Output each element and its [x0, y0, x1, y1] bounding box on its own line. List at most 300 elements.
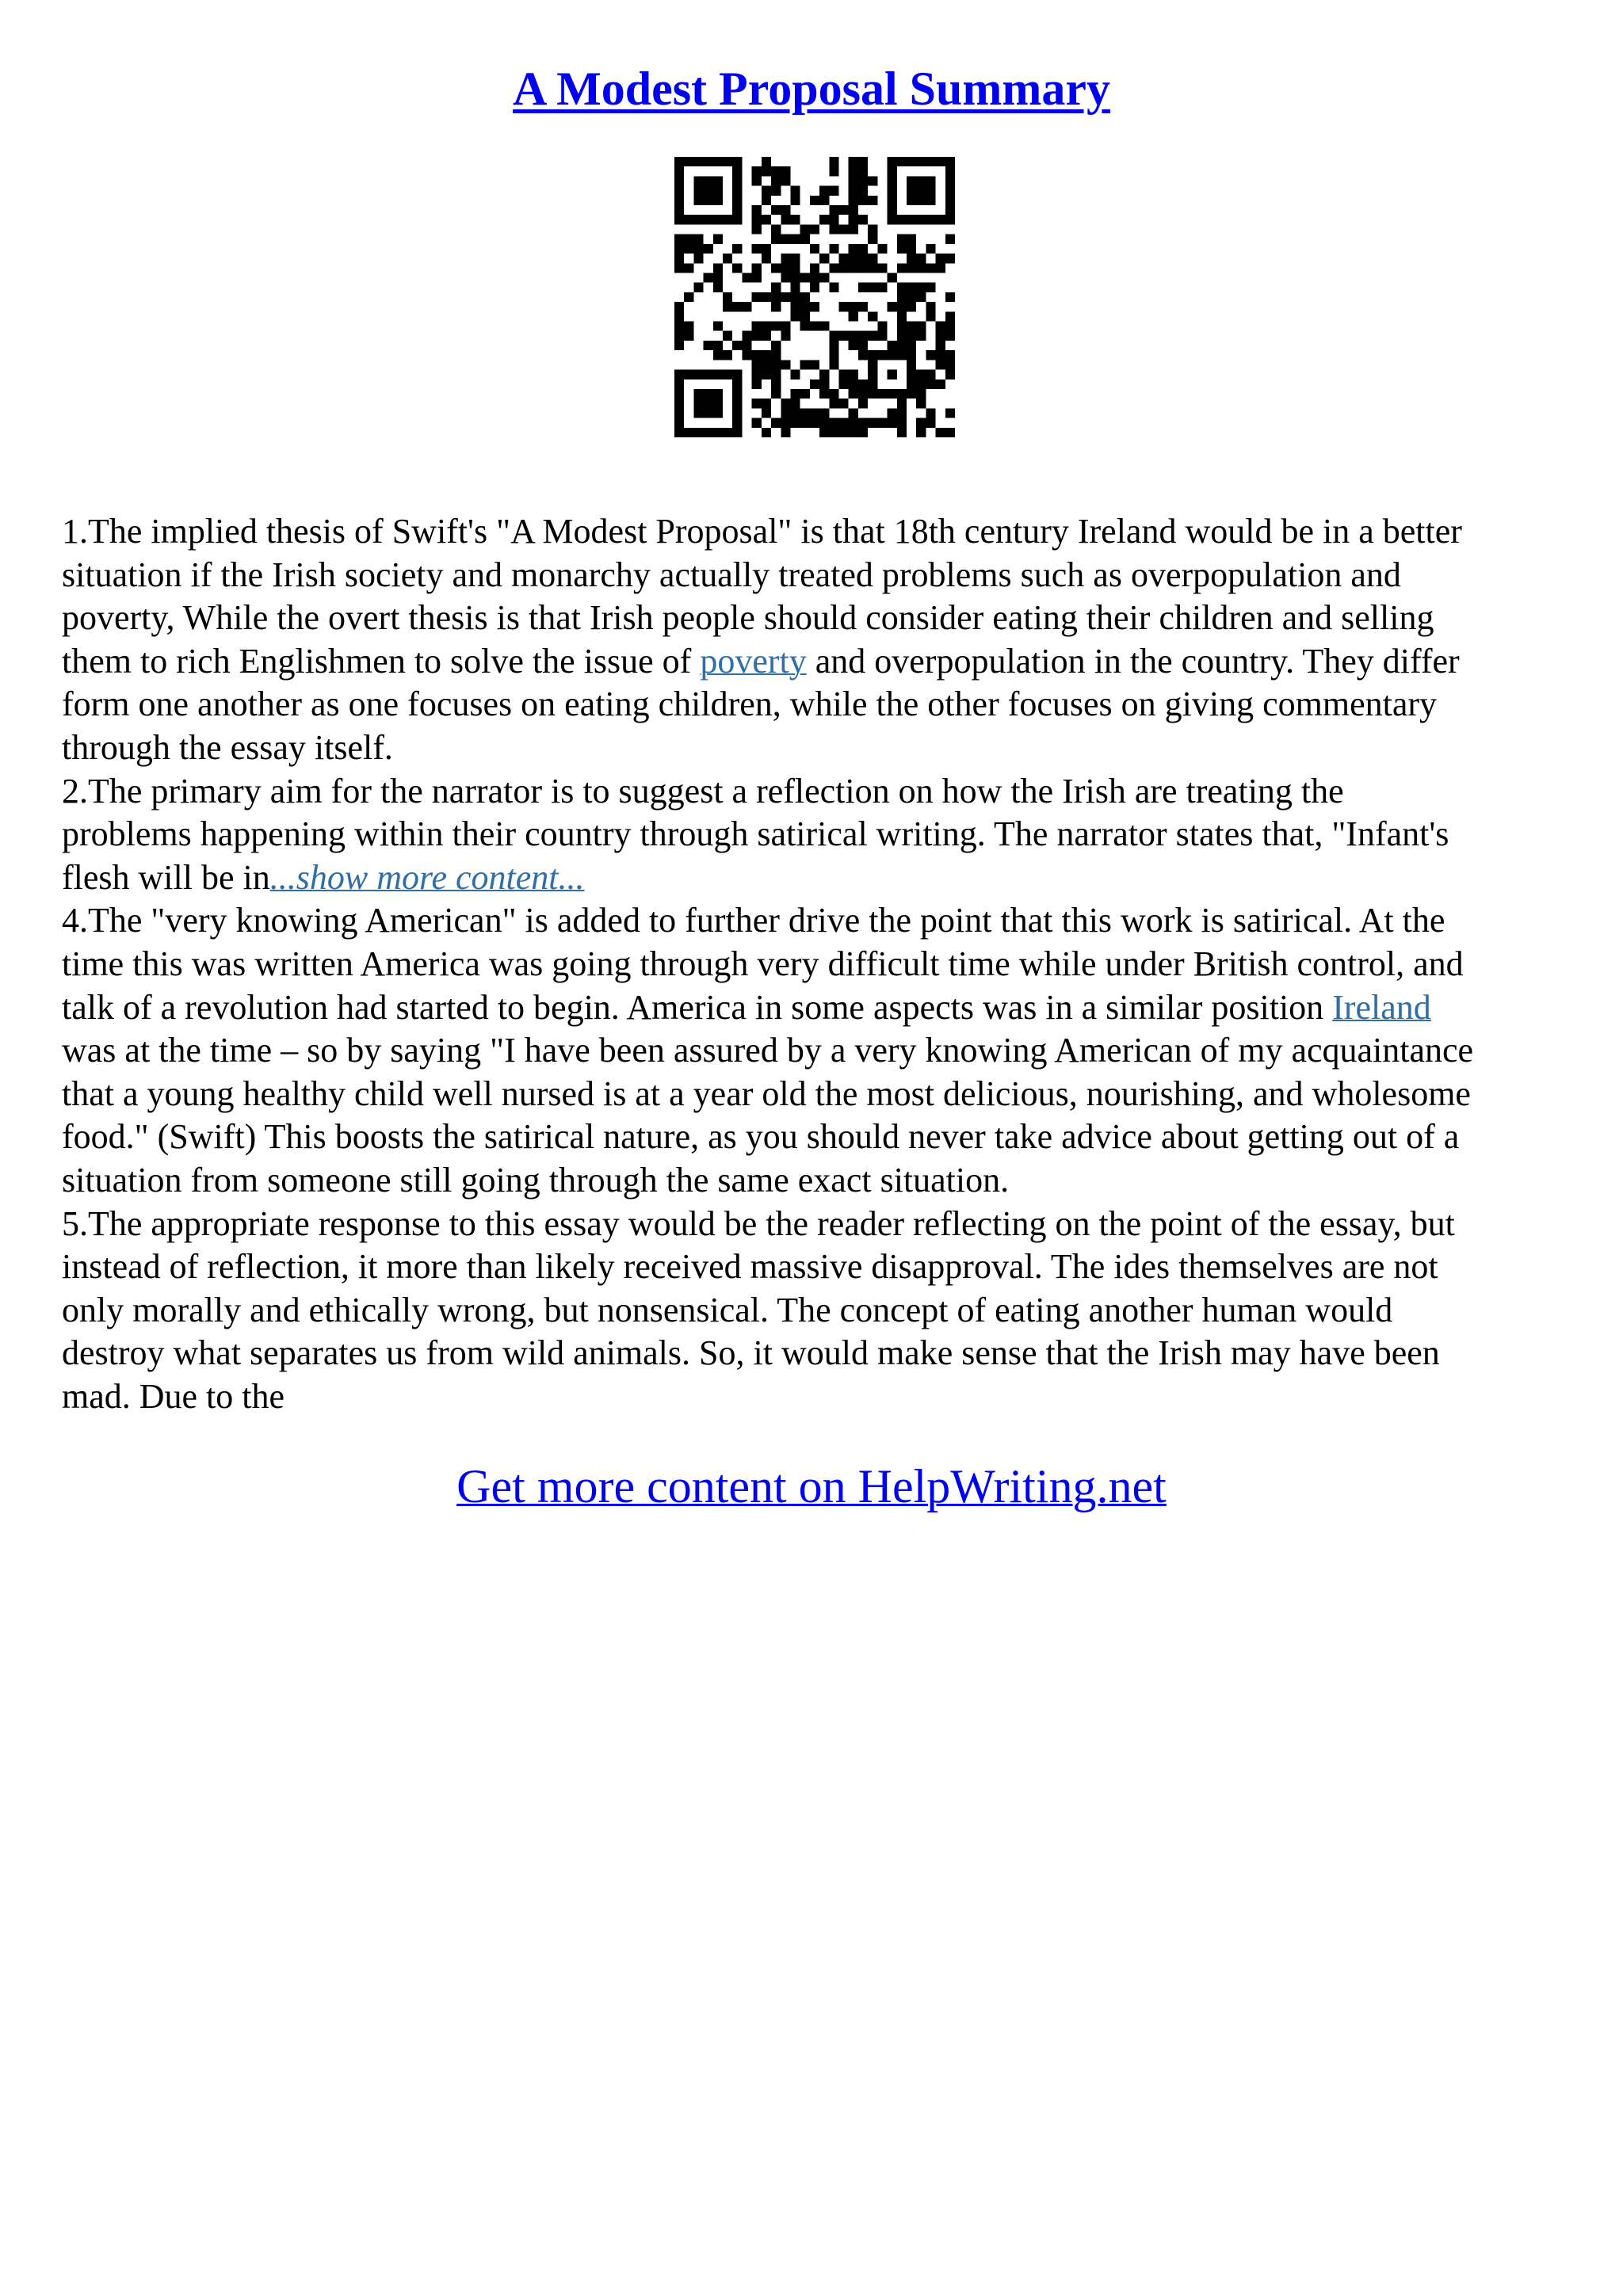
qr-module: [849, 341, 858, 350]
qr-module: [693, 254, 703, 263]
text-segment: talk of a revolution had started to begin. America in some aspects was in a similar position: [62, 987, 1333, 1027]
qr-module: [693, 244, 703, 254]
qr-module: [781, 360, 790, 369]
qr-module: [926, 283, 935, 292]
qr-module: [762, 428, 771, 437]
qr-module: [762, 215, 771, 224]
qr-module: [762, 331, 771, 341]
qr-module: [936, 263, 945, 273]
text-segment: situation if the Irish society and monarchy actually treated problems such as overpopulation and: [62, 555, 1401, 594]
qr-module: [810, 408, 819, 418]
qr-module: [693, 235, 703, 244]
text-line: [62, 554, 1473, 597]
qr-module: [790, 273, 800, 282]
qr-module: [858, 399, 868, 408]
qr-module: [704, 244, 713, 254]
qr-module: [800, 408, 810, 418]
qr-module: [916, 283, 926, 292]
inline-link[interactable]: poverty: [700, 641, 807, 681]
text-segment: only morally and ethically wrong, but nonsensical. The concept of eating another human would: [62, 1290, 1393, 1329]
qr-module: [781, 292, 790, 302]
qr-module: [858, 263, 868, 273]
qr-module: [858, 166, 868, 176]
qr-module: [936, 360, 945, 369]
qr-module: [839, 263, 849, 273]
qr-module: [926, 418, 935, 428]
qr-module: [829, 399, 838, 408]
text-line: [62, 1159, 1473, 1203]
qr-module: [800, 322, 810, 331]
qr-module: [781, 273, 790, 282]
qr-module: [936, 322, 945, 331]
qr-module: [936, 254, 945, 263]
qr-module: [868, 418, 877, 428]
qr-module: [877, 263, 887, 273]
qr-module: [858, 350, 868, 360]
qr-module: [704, 341, 713, 350]
qr-module: [916, 370, 926, 379]
qr-module: [742, 350, 751, 360]
qr-module: [829, 283, 838, 292]
qr-module: [742, 273, 751, 282]
qr-module: [926, 350, 935, 360]
qr-module: [945, 311, 955, 321]
qr-module: [819, 389, 829, 399]
qr-module: [849, 428, 858, 437]
text-line: [62, 727, 1473, 770]
qr-module: [849, 176, 858, 185]
qr-module: [877, 283, 887, 292]
show-more-content-link[interactable]: ...show more content...: [269, 857, 585, 897]
qr-module: [936, 341, 945, 350]
qr-module: [916, 379, 926, 389]
page-title: [0, 57, 1623, 120]
text-line: [62, 899, 1473, 943]
qr-module: [829, 166, 838, 176]
qr-module: [868, 176, 877, 185]
text-line: [62, 986, 1473, 1030]
qr-module: [752, 322, 762, 331]
qr-module: [762, 292, 771, 302]
qr-module: [732, 244, 742, 254]
footer: [0, 1456, 1623, 1516]
qr-module: [762, 408, 771, 418]
qr-module: [790, 302, 800, 311]
text-segment: was at the time – so by saying "I have been assured by a very knowing American of my acquaintance: [62, 1031, 1474, 1070]
qr-module: [868, 254, 877, 263]
qr-module: [674, 322, 684, 331]
qr-module: [800, 292, 810, 302]
qr-module: [858, 331, 868, 341]
text-line: [62, 856, 1473, 900]
qr-module: [888, 273, 897, 282]
qr-module: [839, 370, 849, 379]
qr-module: [907, 331, 916, 341]
text-segment: poverty, While the overt thesis is that Irish people should consider eating their children and selling: [62, 598, 1434, 638]
qr-module: [752, 370, 762, 379]
qr-module: [907, 235, 916, 244]
qr-module: [849, 379, 858, 389]
qr-module: [897, 292, 907, 302]
qr-module: [916, 292, 926, 302]
qr-module: [926, 370, 935, 379]
qr-module: [839, 302, 849, 311]
qr-module: [800, 389, 810, 399]
qr-module: [819, 418, 829, 428]
qr-module: [781, 408, 790, 418]
qr-module: [897, 408, 907, 418]
qr-module: [771, 235, 781, 244]
get-more-content-link[interactable]: Get more content on HelpWriting.net: [456, 1460, 1167, 1512]
qr-module: [849, 244, 858, 254]
qr-module: [781, 399, 790, 408]
qr-module: [829, 331, 838, 341]
qr-module: [684, 331, 693, 341]
qr-module: [771, 186, 781, 196]
qr-module: [849, 166, 858, 176]
qr-module: [752, 331, 762, 341]
qr-module: [897, 322, 907, 331]
text-segment: food." (Swift) This boosts the satirical nature, as you should never take advice about getting out of a: [62, 1117, 1460, 1157]
qr-module: [926, 379, 935, 389]
qr-module: [936, 350, 945, 360]
qr-module: [781, 254, 790, 263]
qr-module: [888, 418, 897, 428]
qr-module: [771, 389, 781, 399]
qr-module: [790, 311, 800, 321]
text-segment: instead of reflection, it more than likely received massive disapproval. The ides themselves are not: [62, 1247, 1438, 1287]
text-segment: problems happening within their country through satirical writing. The narrator states that, "Infant's: [62, 814, 1449, 854]
text-segment: through the essay itself.: [62, 727, 393, 767]
qr-module: [674, 341, 684, 350]
text-line: [62, 943, 1473, 986]
qr-module: [819, 254, 829, 263]
qr-module: [829, 263, 838, 273]
qr-module: [752, 166, 762, 176]
qr-module: [781, 215, 790, 224]
qr-module: [810, 360, 819, 369]
qr-module: [771, 176, 781, 185]
qr-module: [897, 418, 907, 428]
text-line: [62, 683, 1473, 727]
qr-module: [858, 176, 868, 185]
qr-module: [819, 408, 829, 418]
qr-module: [704, 273, 713, 282]
qr-module: [819, 370, 829, 379]
qr-module: [858, 244, 868, 254]
qr-module: [858, 389, 868, 399]
qr-module: [790, 235, 800, 244]
qr-module: [762, 370, 771, 379]
qr-module: [790, 196, 800, 205]
qr-module: [907, 263, 916, 273]
qr-module: [839, 399, 849, 408]
qr-module: [771, 350, 781, 360]
qr-module: [781, 331, 790, 341]
qr-module: [752, 224, 762, 234]
qr-module: [868, 224, 877, 234]
qr-module: [800, 418, 810, 428]
qr-module: [877, 418, 887, 428]
text-line: [62, 1289, 1473, 1333]
text-line: [62, 1203, 1473, 1246]
inline-link[interactable]: Ireland: [1332, 987, 1431, 1027]
qr-module: [829, 186, 838, 196]
qr-module: [839, 379, 849, 389]
qr-module: [945, 370, 955, 379]
qr-module: [849, 196, 858, 205]
qr-module: [916, 399, 926, 408]
qr-module: [877, 331, 887, 341]
qr-module: [858, 215, 868, 224]
text-line: [62, 1375, 1473, 1419]
qr-module: [849, 311, 858, 321]
qr-module: [790, 370, 800, 379]
qr-module: [732, 341, 742, 350]
qr-module: [752, 379, 762, 389]
qr-module: [781, 205, 790, 215]
qr-module: [926, 263, 935, 273]
qr-module: [829, 215, 838, 224]
qr-module: [713, 235, 723, 244]
qr-module: [752, 263, 762, 273]
qr-module: [897, 311, 907, 321]
qr-module: [800, 224, 810, 234]
text-line: [62, 1245, 1473, 1289]
qr-module: [713, 273, 723, 282]
qr-module: [829, 205, 838, 215]
qr-module: [810, 418, 819, 428]
qr-module: [781, 166, 790, 176]
qr-module: [713, 283, 723, 292]
qr-module: [790, 254, 800, 263]
qr-module: [810, 224, 819, 234]
qr-module: [790, 389, 800, 399]
qr-module: [945, 428, 955, 437]
qr-module: [693, 176, 723, 205]
qr-module: [742, 302, 751, 311]
qr-module: [732, 302, 742, 311]
qr-module: [907, 176, 936, 205]
qr-module: [810, 322, 819, 331]
text-segment: 4.The "very knowing American" is added to further drive the point that this work is satirical. At the: [62, 901, 1445, 940]
qr-module: [897, 244, 907, 254]
qr-module: [829, 224, 838, 234]
qr-module: [723, 331, 732, 341]
qr-module: [752, 292, 762, 302]
text-line: [62, 770, 1473, 814]
text-segment: destroy what separates us from wild animals. So, it would make sense that the Irish may have been: [62, 1333, 1440, 1373]
text-segment: flesh will be in: [62, 857, 270, 897]
qr-module: [674, 254, 684, 263]
qr-module: [781, 418, 790, 428]
qr-module: [752, 176, 762, 185]
text-segment: time this was written America was going through very difficult time while under British control, and: [62, 944, 1464, 983]
qr-module: [771, 370, 781, 379]
qr-module: [819, 186, 829, 196]
qr-module: [684, 235, 693, 244]
text-segment: mad. Due to the: [62, 1376, 285, 1416]
qr-module: [868, 196, 877, 205]
qr-module: [858, 428, 868, 437]
qr-module: [713, 322, 723, 331]
qr-module: [771, 292, 781, 302]
qr-module: [819, 322, 829, 331]
qr-module: [858, 254, 868, 263]
qr-module: [810, 379, 819, 389]
qr-module: [926, 244, 935, 254]
qr-module: [829, 418, 838, 428]
qr-module: [945, 322, 955, 331]
qr-module: [713, 263, 723, 273]
qr-module: [674, 302, 684, 311]
qr-module: [790, 292, 800, 302]
qr-module: [897, 263, 907, 273]
qr-module: [752, 244, 762, 254]
qr-module: [936, 331, 945, 341]
text-line: [62, 510, 1473, 554]
qr-module: [752, 399, 762, 408]
qr-module: [684, 292, 693, 302]
qr-module: [858, 302, 868, 311]
text-line: [62, 597, 1473, 640]
qr-module: [771, 360, 781, 369]
qr-module: [723, 254, 732, 263]
qr-module: [742, 331, 751, 341]
qr-module: [945, 408, 955, 418]
qr-module: [868, 235, 877, 244]
qr-module: [771, 418, 781, 428]
qr-module: [897, 302, 907, 311]
qr-module: [858, 186, 868, 196]
text-segment: 1.The implied thesis of Swift's "A Modest Proposal" is that 18th century Ireland would be in a better: [62, 512, 1462, 551]
qr-module: [907, 244, 916, 254]
text-line: [62, 1073, 1473, 1116]
qr-module: [829, 360, 838, 369]
qr-module: [800, 302, 810, 311]
qr-module: [849, 186, 858, 196]
qr-module: [684, 244, 693, 254]
qr-module: [829, 389, 838, 399]
qr-module: [810, 263, 819, 273]
qr-module: [752, 273, 762, 282]
title-link[interactable]: A Modest Proposal Summary: [513, 63, 1110, 115]
qr-module: [752, 418, 762, 428]
qr-module: [926, 311, 935, 321]
qr-module: [800, 311, 810, 321]
qr-code-icon: [674, 157, 955, 437]
qr-module: [762, 254, 771, 263]
qr-module: [858, 283, 868, 292]
text-line: [62, 813, 1473, 856]
summary-text: [62, 510, 1473, 1418]
qr-module: [771, 341, 781, 350]
text-line: [62, 1332, 1473, 1375]
qr-module: [674, 311, 684, 321]
qr-module: [858, 157, 868, 166]
text-segment: situation from someone still going through the same exact situation.: [62, 1160, 1010, 1199]
qr-module: [849, 408, 858, 418]
qr-module: [762, 350, 771, 360]
qr-module: [810, 302, 819, 311]
qr-module: [945, 254, 955, 263]
qr-module: [684, 322, 693, 331]
qr-module: [752, 205, 762, 215]
qr-module: [849, 215, 858, 224]
qr-module: [897, 331, 907, 341]
qr-module: [839, 331, 849, 341]
qr-module: [839, 224, 849, 234]
qr-module: [849, 224, 858, 234]
text-line: [62, 1029, 1473, 1073]
qr-module: [790, 215, 800, 224]
qr-module: [868, 283, 877, 292]
qr-module: [839, 205, 849, 215]
qr-module: [888, 370, 897, 379]
qr-module: [771, 205, 781, 215]
qr-module: [771, 379, 781, 389]
qr-module: [762, 399, 771, 408]
qr-module: [926, 302, 935, 311]
qr-module: [819, 215, 829, 224]
qr-module: [713, 350, 723, 360]
qr-module: [888, 302, 897, 311]
qr-module: [868, 263, 877, 273]
text-segment: 5.The appropriate response to this essay would be the reader reflecting on the point of the essay, but: [62, 1203, 1455, 1243]
qr-module: [926, 408, 935, 418]
qr-module: [674, 263, 684, 273]
qr-module: [849, 157, 858, 166]
qr-module: [945, 292, 955, 302]
qr-module: [849, 263, 858, 273]
qr-module: [762, 196, 771, 205]
qr-module: [819, 273, 829, 282]
qr-module: [897, 283, 907, 292]
qr-module: [810, 196, 819, 205]
qr-module: [762, 186, 771, 196]
text-segment: and overpopulation in the country. They differ: [806, 641, 1460, 681]
qr-module: [674, 244, 684, 254]
qr-module: [839, 428, 849, 437]
qr-module: [781, 235, 790, 244]
qr-module: [945, 235, 955, 244]
qr-module: [810, 273, 819, 282]
qr-module: [829, 244, 838, 254]
qr-module: [781, 428, 790, 437]
qr-module: [723, 350, 732, 360]
qr-module: [723, 292, 732, 302]
qr-module: [829, 350, 838, 360]
qr-module: [858, 418, 868, 428]
qr-module: [916, 331, 926, 341]
qr-module: [800, 273, 810, 282]
qr-module: [907, 292, 916, 302]
qr-module: [781, 263, 790, 273]
qr-module: [790, 408, 800, 418]
qr-module: [839, 418, 849, 428]
qr-module: [819, 196, 829, 205]
qr-module: [762, 360, 771, 369]
qr-module: [858, 196, 868, 205]
qr-module: [916, 428, 926, 437]
qr-module: [771, 283, 781, 292]
qr-module: [790, 283, 800, 292]
qr-module: [781, 322, 790, 331]
qr-module: [839, 254, 849, 263]
qr-module: [790, 418, 800, 428]
qr-module: [897, 428, 907, 437]
qr-module: [849, 302, 858, 311]
